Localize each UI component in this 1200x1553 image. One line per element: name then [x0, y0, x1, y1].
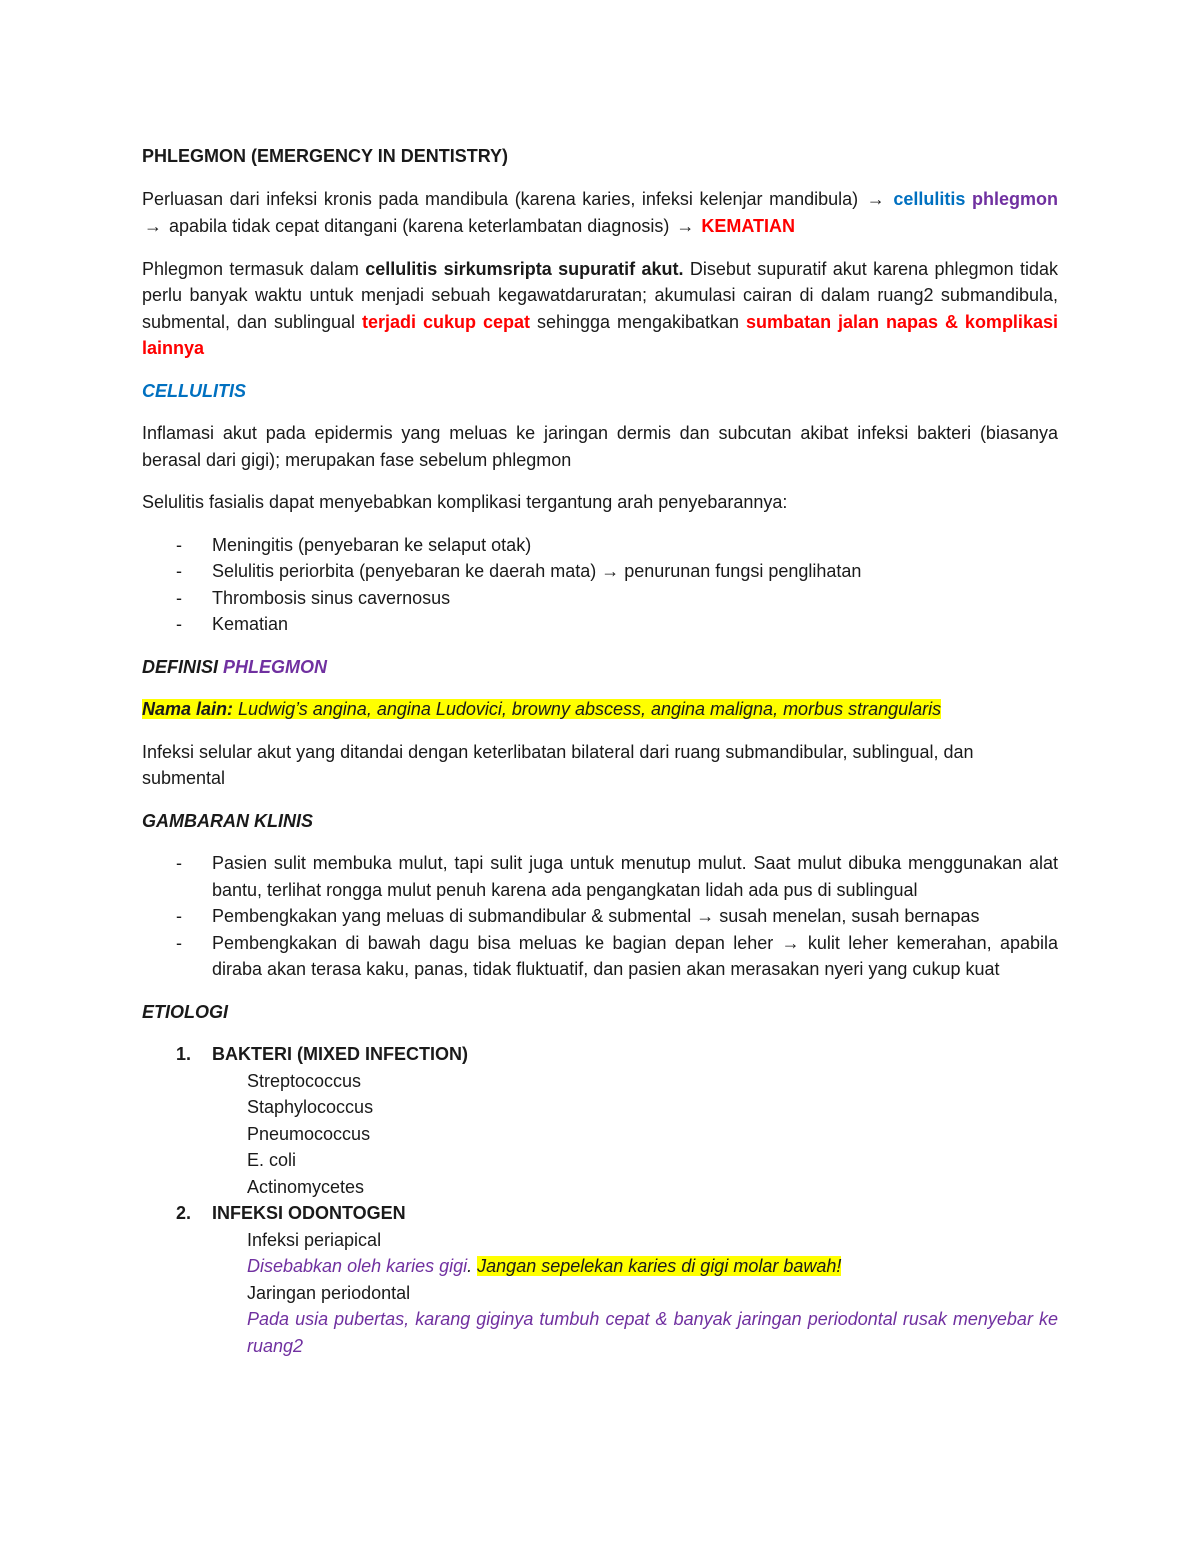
arrow-icon: →: [144, 216, 162, 236]
red-emphasis: terjadi cukup cepat: [362, 311, 530, 332]
cellulitis-heading: CELLULITIS: [142, 380, 246, 401]
text-span: Disebut supuratif akut karena phlegmon tidak perlu banyak waktu untuk menjadi sebuah kegawatdaruratan; akumulasi cairan di dalam ruang2 submandibula, submental, dan sublingual: [142, 258, 1058, 332]
number-marker: 2.: [176, 1203, 192, 1223]
list-item: [212, 1227, 1058, 1280]
dash-marker: -: [176, 932, 182, 953]
list-item-text: E. coli: [247, 1150, 297, 1170]
text-span: sehingga mengakibatkan: [536, 311, 740, 332]
list-item: [212, 1174, 1058, 1201]
heading-part: DEFINISI: [142, 656, 219, 677]
document-title: PHLEGMON (EMERGENCY IN DENTISTRY): [142, 146, 509, 166]
phlegmon-paragraph: [142, 256, 1058, 362]
list-item-text: Pneumococcus: [247, 1123, 371, 1144]
list-item-text: Jaringan periodontal: [247, 1282, 411, 1303]
list-item-text: Kematian: [212, 614, 289, 634]
list-item: [142, 850, 1058, 903]
dash-marker: -: [176, 614, 182, 634]
periodontal-note: Pada usia pubertas, karang giginya tumbuh cepat & banyak jaringan periodontal rusak menyebar ke ruang2: [247, 1309, 1058, 1356]
text-span: Phlegmon termasuk dalam: [142, 258, 359, 279]
dash-marker: -: [176, 906, 182, 926]
kematian-term: KEMATIAN: [701, 216, 796, 236]
dash-marker: -: [176, 561, 182, 581]
gambaran-list: [142, 850, 1058, 983]
dash-marker: -: [176, 853, 182, 873]
list-item-text: Pembengkakan yang meluas di submandibular & submental → susah menelan, susah bernapas: [212, 906, 980, 926]
etiologi-item-title: BAKTERI (MIXED INFECTION): [212, 1044, 468, 1064]
etiologi-item-bakteri: [142, 1041, 1058, 1200]
list-item-text: Infeksi periapical: [247, 1229, 382, 1250]
komplikasi-list: [142, 532, 1058, 638]
intro-paragraph: [142, 186, 1058, 240]
list-item: [212, 1280, 1058, 1360]
etiologi-list: [142, 1041, 1058, 1359]
highlighted-warning: Jangan sepelekan karies di gigi molar bawah!: [477, 1256, 842, 1276]
list-item: [142, 903, 1058, 930]
red-emphasis: sumbatan jalan napas & komplikasi lainnya: [142, 311, 1058, 358]
list-item-text: Streptococcus: [247, 1070, 362, 1091]
etiologi-heading: ETIOLOGI: [142, 1001, 229, 1022]
list-item-text: Staphylococcus: [247, 1097, 374, 1117]
definisi-text: Infeksi selular akut yang ditandai dengan keterlibatan bilateral dari ruang submandibular, sublingual, dan submental: [142, 741, 974, 788]
gambaran-heading: GAMBARAN KLINIS: [142, 810, 313, 831]
document-body: [142, 143, 1058, 1359]
list-item-text: Pembengkakan di bawah dagu bisa meluas ke bagian depan leher → kulit leher kemerahan, apabila diraba akan terasa kaku, panas, tidak fluktuatif, dan pasien akan merasakan nyeri yang cukup kuat: [212, 932, 1058, 979]
list-item: [142, 585, 1058, 612]
list-item-text: Meningitis (penyebaran ke selaput otak): [212, 534, 532, 555]
list-item: [212, 1068, 1058, 1095]
note-separator: .: [467, 1256, 478, 1276]
list-item: [212, 1094, 1058, 1121]
periapical-note: [247, 1253, 1058, 1280]
nama-lain-text: Ludwig’s angina, angina Ludovici, browny abscess, angina maligna, morbus strangularis: [238, 699, 942, 719]
selulitis-intro: Selulitis fasialis dapat menyebabkan komplikasi tergantung arah penyebarannya:: [142, 492, 788, 512]
etiologi-item-title: INFEKSI ODONTOGEN: [212, 1203, 406, 1223]
list-item-text: Actinomycetes: [247, 1176, 365, 1197]
list-item-text: Pasien sulit membuka mulut, tapi sulit juga untuk menutup mulut. Saat mulut dibuka menggunakan alat bantu, terlihat rongga mulut penuh karena ada pengangkatan lidah ada pus di sublingual: [212, 853, 1058, 900]
etiologi-item-odontogen: [142, 1200, 1058, 1359]
list-item: [142, 611, 1058, 638]
list-item: [212, 1121, 1058, 1148]
list-item: [142, 532, 1058, 559]
arrow-icon: →: [676, 216, 695, 236]
list-item-text: Thrombosis sinus cavernosus: [212, 587, 451, 608]
dash-marker: -: [176, 587, 182, 608]
list-item: [212, 1147, 1058, 1174]
note-text: Disebabkan oleh karies gigi: [247, 1256, 468, 1276]
cellulitis-term: cellulitis: [893, 188, 966, 209]
odontogen-list: [212, 1227, 1058, 1360]
phlegmon-term: phlegmon: [971, 188, 1058, 209]
nama-lain-line: [142, 696, 1058, 723]
list-item: [142, 558, 1058, 585]
list-item-text: Selulitis periorbita (penyebaran ke daerah mata) → penurunan fungsi penglihatan: [212, 561, 862, 581]
number-marker: 1.: [176, 1044, 192, 1064]
heading-part-phlegmon: PHLEGMON: [223, 656, 328, 677]
cellulitis-definition: Inflamasi akut pada epidermis yang meluas ke jaringan dermis dan subcutan akibat infeksi bakteri (biasanya berasal dari gigi); merupakan fase sebelum phlegmon: [142, 423, 1058, 470]
highlighted-text: [142, 699, 941, 719]
dash-marker: -: [176, 534, 182, 555]
definisi-heading: [142, 654, 1058, 681]
nama-lain-label: Nama lain:: [142, 699, 234, 719]
bold-term: cellulitis sirkumsripta supuratif akut.: [365, 258, 684, 279]
intro-text-2: apabila tidak cepat ditangani (karena keterlambatan diagnosis): [169, 216, 670, 236]
bakteri-list: [212, 1068, 1058, 1201]
list-item: [142, 930, 1058, 983]
arrow-icon: →: [866, 188, 885, 209]
intro-text: Perluasan dari infeksi kronis pada mandibula (karena karies, infeksi kelenjar mandibula): [142, 188, 859, 209]
